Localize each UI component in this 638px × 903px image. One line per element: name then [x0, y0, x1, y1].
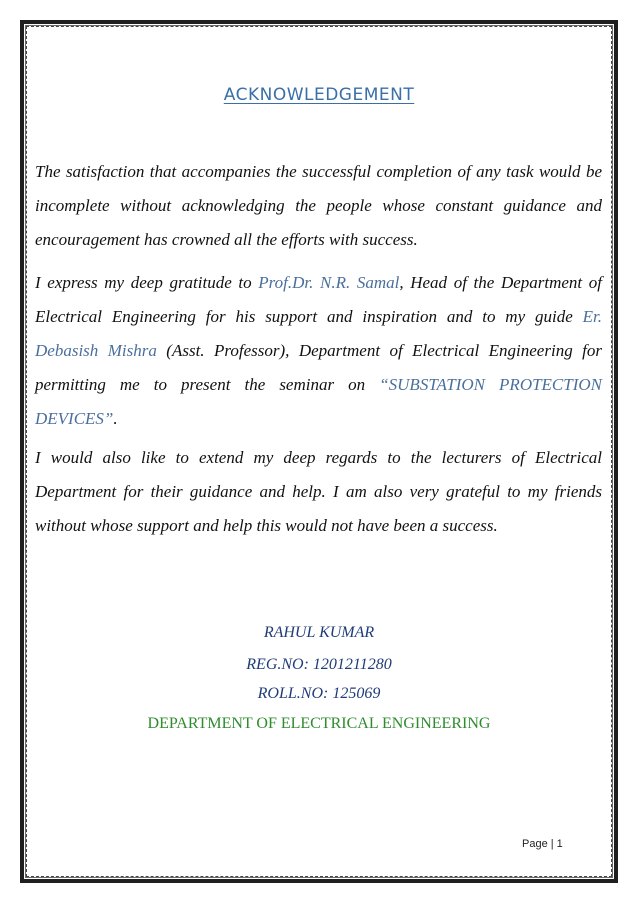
paragraph-regards: I would also like to extend my deep regards to the lecturers of Electrical Department for their guidance and help. I am also very grateful to my friends without whose support and help this would not have been a success.: [35, 448, 602, 535]
department-name: DEPARTMENT OF ELECTRICAL ENGINEERING: [147, 715, 491, 732]
gratitude-text-b: , Head of the Department of Electrical Engineering for his support and inspiration and to my guide: [35, 273, 603, 326]
paragraph-gratitude: [35, 266, 602, 436]
page-number: Page | 1: [522, 838, 563, 850]
hod-name: Prof.Dr. N.R. Samal: [258, 273, 400, 292]
student-name: RAHUL KUMAR: [263, 624, 375, 641]
guide-name: Er. Debasish Mishra: [35, 307, 602, 360]
page-title: [0, 85, 638, 105]
paragraph-intro: The satisfaction that accompanies the successful completion of any task would be incomplete without acknowledging the people whose constant guidance and encouragement has crowned all the efforts with success.: [35, 162, 602, 249]
gratitude-text-a: I express my deep gratitude to: [35, 273, 259, 292]
seminar-topic: “SUBSTATION PROTECTION DEVICES”: [35, 375, 603, 428]
roll-number: ROLL.NO: 125069: [257, 685, 381, 702]
registration-number: REG.NO: 1201211280: [246, 656, 392, 673]
gratitude-text-c: (Asst. Professor), Department of Electrical Engineering for permitting me to present the seminar on: [35, 341, 602, 394]
heading-text: ACKNOWLEDGEMENT: [223, 85, 415, 105]
gratitude-text-d: .: [113, 409, 118, 428]
